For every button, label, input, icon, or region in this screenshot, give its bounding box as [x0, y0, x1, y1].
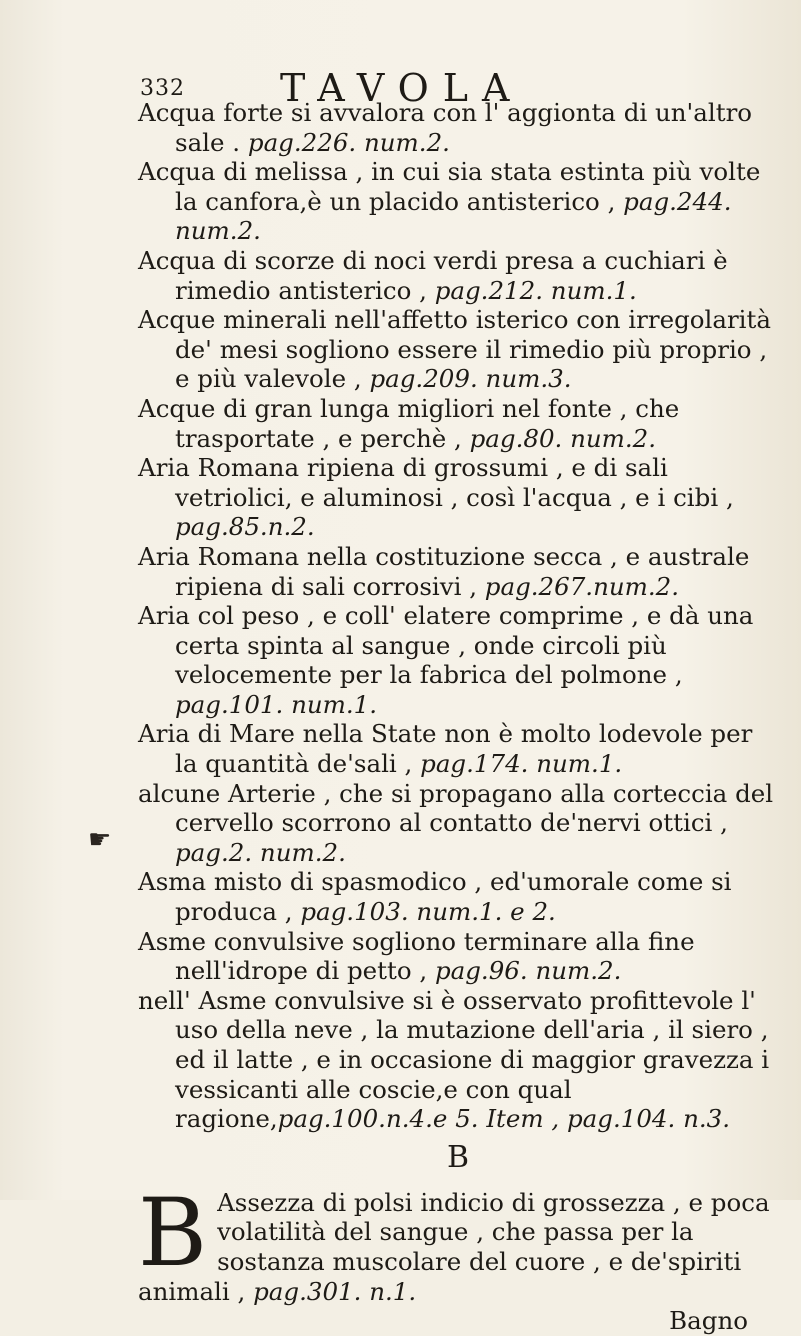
index-entry: Acque di gran lunga migliori nel fonte , che trasportate , e perchè , pag.80. num.2. [138, 393, 680, 453]
page-number: 332 [140, 76, 185, 101]
pointing-hand-icon: ☛ [88, 825, 112, 855]
index-entry: Acqua di scorze di noci verdi presa a cuchiari è rimedio antisterico , pag.212. num.1. [138, 245, 728, 305]
index-entry: Asma misto di spasmodico , ed'umorale come si produca , pag.103. num.1. e 2. [138, 867, 732, 927]
index-entry: Aria Romana nella costituzione secca , e australe ripiena di sali corrosivi , pag.267.num.2. [138, 541, 750, 601]
section-letter: B [446, 1139, 470, 1175]
catchword: Bagno [669, 1306, 748, 1336]
running-title: TAVOLA [280, 66, 524, 110]
index-entry: Aria col peso , e coll' elatere comprime , e dà una certa spinta al sangue , onde circoli più velocemente per la fabrica del polmone , pag.101. num.1. [138, 601, 754, 719]
index-entry: Aria di Mare nella State non è molto lodevole per la quantità de'sali , pag.174. num.1. [138, 719, 753, 779]
index-entry: nell' Asme convulsive si è osservato profittevole l' uso della neve , la mutazione dell'aria , il siero , ed il latte , e in occasione di maggior gravezza i vessicanti alle coscie,e con qual ragione,pag.100.n.4.e 5. Item , pag.104. n.3. [138, 985, 770, 1134]
index-entry: Aria Romana ripiena di grossumi , e di sali vetriolici, e aluminosi , così l'acqua , e i cibi , pag.85.n.2. [138, 453, 734, 542]
index-entry: Acque minerali nell'affetto isterico con irregolarità de' mesi sogliono essere il rimedio più proprio , e più valevole , pag.209. num.3. [138, 305, 771, 394]
index-entry: Asme convulsive sogliono terminare alla fine nell'idrope di petto , pag.96. num.2. [138, 926, 695, 986]
index-entry: B Assezza di polsi indicio di grossezza , e poca volatilità del sangue , che passa per la sostanza muscolare del cuore , e de'spiriti animali , pag.301. n.1. [138, 1178, 770, 1306]
drop-initial: B [138, 1178, 208, 1288]
index-entry: alcune Arterie , che si propagano alla corteccia del cervello scorrono al contatto de'nervi ottici , pag.2. num.2. [138, 778, 774, 867]
index-text [138, 98, 778, 1336]
index-entry: Acqua di melissa , in cui sia stata estinta più volte la canfora,è un placido antisterico , pag.244. num.2. [138, 157, 761, 246]
index-entry: Acqua forte si avvalora con l' aggionta di un'altro sale . pag.226. num.2. [138, 98, 753, 157]
